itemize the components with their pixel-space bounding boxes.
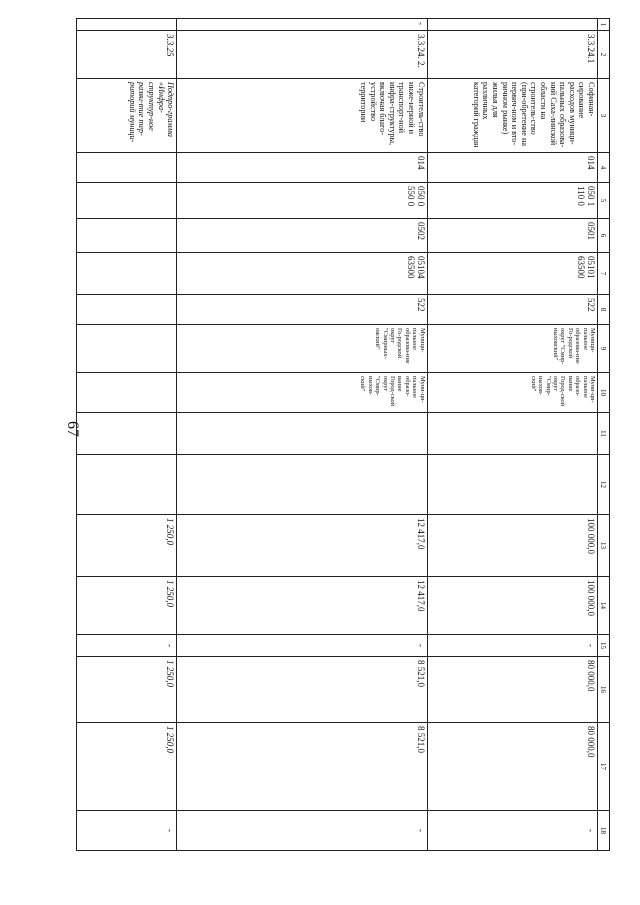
cell-1 [427, 19, 597, 31]
cell-6: 0501 [427, 219, 597, 253]
cell-7 [77, 253, 177, 295]
cell-5: 050 0 550 0 [177, 183, 427, 219]
cell-14: 12 417,0 [177, 577, 427, 635]
cell-9: Муници-пальное образова-ние Го-родской округ "Смирных-овский" [177, 325, 427, 373]
page-number: 67 [64, 421, 81, 437]
cell-code: 3.3.24.1 [427, 31, 597, 79]
cell-13: 100 000,0 [427, 515, 597, 577]
cell-17: 1 250,0 [77, 723, 177, 811]
cell-17: 80 000,0 [427, 723, 597, 811]
col-header: 4 [598, 153, 610, 183]
cell-13: 12 417,0 [177, 515, 427, 577]
col-header: 6 [598, 219, 610, 253]
cell-15: - [77, 635, 177, 657]
cell-9 [77, 325, 177, 373]
header-row [598, 19, 610, 851]
col-header: 10 [598, 373, 610, 413]
cell-8: 522 [427, 295, 597, 325]
cell-1: - [177, 19, 427, 31]
cell-5: 050 1 110 0 [427, 183, 597, 219]
col-header: 2 [598, 31, 610, 79]
cell-10: Муни-ци-пальное образо-вание Город-ской округ "Смир-ныхов-ский" [177, 373, 427, 413]
col-header: 12 [598, 455, 610, 515]
cell-4: 014 [427, 153, 597, 183]
col-header: 15 [598, 635, 610, 657]
cell-description: Софинан-сирование расходов муници-пальных образова-ний Саха-линской области на строитель-ство (при-обретение на первич-ном и вто-ричном рынке) жилья для различных категорий граждан [427, 79, 597, 153]
col-header: 14 [598, 577, 610, 635]
cell-12 [177, 455, 427, 515]
cell-description: Строитель-ство инже-нерной и транспорт-ной инфра-структуры, включая благо-устройство территории [177, 79, 427, 153]
cell-11 [77, 413, 177, 455]
cell-4: 014 [177, 153, 427, 183]
cell-14: 1 250,0 [77, 577, 177, 635]
cell-13: 1 250,0 [77, 515, 177, 577]
cell-11 [177, 413, 427, 455]
cell-15: - [427, 635, 597, 657]
cell-6 [77, 219, 177, 253]
cell-8 [77, 295, 177, 325]
cell-14: 100 000,0 [427, 577, 597, 635]
cell-12 [427, 455, 597, 515]
cell-6: 0502 [177, 219, 427, 253]
table-container [76, 18, 610, 834]
col-header: 7 [598, 253, 610, 295]
cell-18: - [427, 811, 597, 851]
cell-16: 1 250,0 [77, 657, 177, 723]
cell-7: 05104 63500 [177, 253, 427, 295]
col-header: 11 [598, 413, 610, 455]
cell-16: 80 000,0 [427, 657, 597, 723]
col-header: 1 [598, 19, 610, 31]
cell-12 [77, 455, 177, 515]
cell-15: - [177, 635, 427, 657]
cell-code: 3.3.24. 2. [177, 31, 427, 79]
cell-11 [427, 413, 597, 455]
cell-5 [77, 183, 177, 219]
cell-description: Подпро-грамма «Инфра-структур-ное разви-тие тер-риторий муници- [77, 79, 177, 153]
cell-4 [77, 153, 177, 183]
col-header: 16 [598, 657, 610, 723]
cell-10 [77, 373, 177, 413]
cell-7: 05101 63500 [427, 253, 597, 295]
table-row [177, 19, 427, 851]
col-header: 3 [598, 79, 610, 153]
cell-1 [77, 19, 177, 31]
cell-18: - [77, 811, 177, 851]
cell-17: 8 521,0 [177, 723, 427, 811]
budget-table [76, 18, 610, 851]
cell-18: - [177, 811, 427, 851]
cell-8: 522 [177, 295, 427, 325]
cell-10: Муни-ци-пальное образо-вание Город-ской округ "Смир-ныхов-ский" [427, 373, 597, 413]
col-header: 13 [598, 515, 610, 577]
cell-code: 3.3.25 [77, 31, 177, 79]
rotated-page [76, 18, 610, 834]
col-header: 18 [598, 811, 610, 851]
col-header: 5 [598, 183, 610, 219]
cell-16: 8 521,0 [177, 657, 427, 723]
table-row [427, 19, 597, 851]
table-row [77, 19, 177, 851]
cell-9: Муници-пальное образова-ние Го-родской округ "Смир-ныховский" [427, 325, 597, 373]
col-header: 17 [598, 723, 610, 811]
col-header: 8 [598, 295, 610, 325]
col-header: 9 [598, 325, 610, 373]
